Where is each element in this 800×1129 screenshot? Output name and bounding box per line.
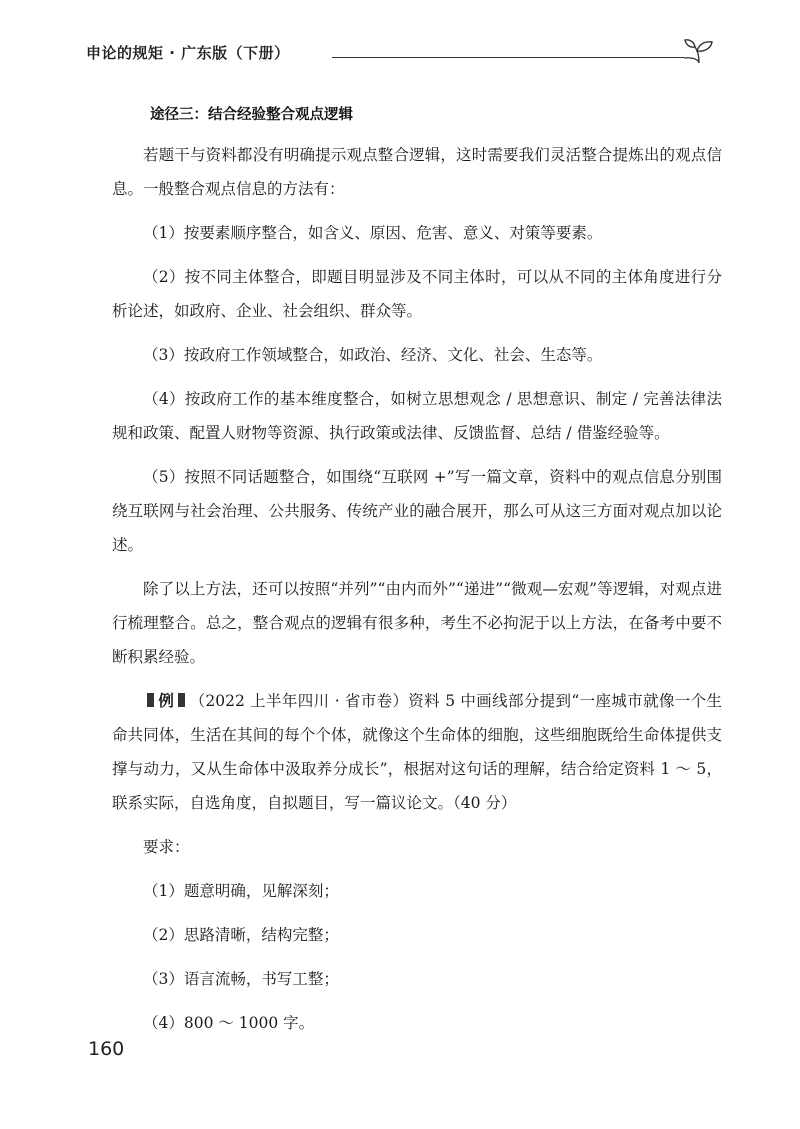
paragraph-method-5: （5）按照不同话题整合，如围绕“互联网 +”写一篇文章，资料中的观点信息分别围绕互联网与社会治理、公共服务、传统产业的融合展开，那么可从这三方面对观点加以论述。 xyxy=(112,468,722,554)
paragraph-method-2: （2）按不同主体整合，即题目明显涉及不同主体时，可以从不同的主体角度进行分析论述，如政府、企业、社会组织、群众等。 xyxy=(112,268,722,320)
paragraph-summary: 除了以上方法，还可以按照“并列”“由内而外”“递进”“微观—宏观”等逻辑，对观点进行梳理整合。总之，整合观点的逻辑有很多种，考生不必拘泥于以上方法，在备考中要不断积累经验。 xyxy=(112,580,722,666)
sprout-icon xyxy=(684,38,714,64)
requirement-item: （2）思路清晰，结构完整； xyxy=(143,926,339,944)
running-header xyxy=(86,38,716,68)
header-rule xyxy=(332,57,684,58)
book-title: 申论的规矩 · 广东版（下册） xyxy=(86,44,290,62)
requirement-item: （4）800 ～ 1000 字。 xyxy=(143,1014,315,1032)
example-marker-right xyxy=(178,693,185,707)
paragraph-intro: 若题干与资料都没有明确提示观点整合逻辑，这时需要我们灵活整合提炼出的观点信息。一般整合观点信息的方法有： xyxy=(112,146,722,198)
page-number: 160 xyxy=(88,1038,125,1060)
requirement-item: （3）语言流畅，书写工整； xyxy=(143,970,339,988)
requirements-title: 要求： xyxy=(143,838,190,856)
paragraph-method-1: （1）按要素顺序整合，如含义、原因、危害、意义、对策等要素。 xyxy=(143,224,603,242)
requirement-item: （1）题意明确，见解深刻； xyxy=(143,882,339,900)
example-marker-left xyxy=(147,693,154,707)
page-content xyxy=(112,104,722,1050)
example-paragraph xyxy=(112,684,722,820)
paragraph-method-4: （4）按政府工作的基本维度整合，如树立思想观念 / 思想意识、制定 / 完善法律法规和政策、配置人财物等资源、执行政策或法律、反馈监督、总结 / 借鉴经验等。 xyxy=(112,390,722,442)
example-text: （2022 上半年四川 · 省市卷）资料 5 中画线部分提到“一座城市就像一个生命共同体，生活在其间的每个个体，就像这个生命体的细胞，这些细胞既给生命体提供支撑与动力，又从生命体中汲取养分成长”，根据对这句话的理解，结合给定资料 1 ～ 5，联系实际，自选角度，自拟题目，写一篇议论文。（40 分） xyxy=(112,692,722,812)
example-label: 例 xyxy=(158,692,175,710)
paragraph-method-3: （3）按政府工作领域整合，如政治、经济、文化、社会、生态等。 xyxy=(143,346,603,364)
section-heading: 途径三：结合经验整合观点逻辑 xyxy=(150,107,353,123)
